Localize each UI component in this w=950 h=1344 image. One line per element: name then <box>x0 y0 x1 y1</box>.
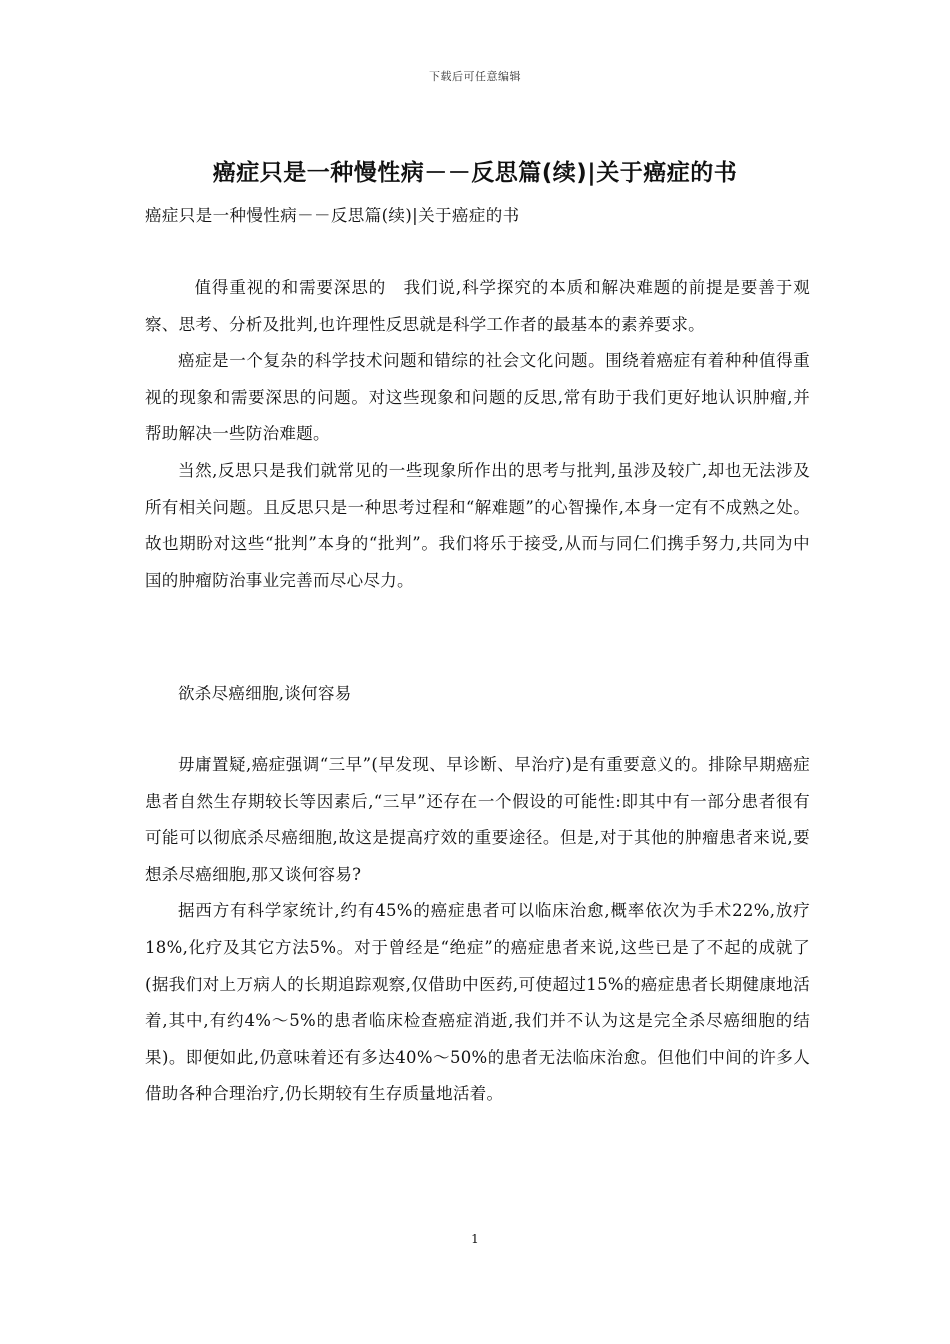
page-number: 1 <box>471 1232 479 1246</box>
page-header: 下载后可任意编辑 <box>429 70 521 83</box>
paragraph-reflection: 当然,反思只是我们就常见的一些现象所作出的思考与批判,虽涉及较广,却也无法涉及所有相关问题。且反思只是一种思考过程和“解难题”的心智操作,本身一定有不成熟之处。故也期盼对这些“批判”本身的“批判”。我们将乐于接受,从而与同仁们携手努力,共同为中国的肿瘤防治事业完善而尽心尽力。 <box>145 460 810 590</box>
document-title: 癌症只是一种慢性病－－反思篇(续)|关于癌症的书 <box>212 160 738 186</box>
paragraph-statistics: 据西方有科学家统计,约有45%的癌症患者可以临床治愈,概率依次为手术22%,放疗18%,化疗及其它方法5%。对于曾经是“绝症”的癌症患者来说,这些已是了不起的成就了(据我们对上万病人的长期追踪观察,仅借助中医药,可使超过15%的癌症患者长期健康地活着,其中,有约4%～5%的患者临床检查癌症消逝,我们并不认为这是完全杀尽癌细胞的结果)。即便如此,仍意味着还有多达40%～50%的患者无法临床治愈。但他们中间的许多人借助各种合理治疗,仍长期较有生存质量地活着。 <box>145 901 810 1104</box>
paragraph-cancer-complexity: 癌症是一个复杂的科学技术问题和错综的社会文化问题。围绕着癌症有着种种值得重视的现象和需要深思的问题。对这些现象和问题的反思,常有助于我们更好地认识肿瘤,并帮助解决一些防治难题。 <box>145 351 810 444</box>
document-subtitle: 癌症只是一种慢性病－－反思篇(续)|关于癌症的书 <box>145 206 520 225</box>
paragraph-three-early: 毋庸置疑,癌症强调“三早”(早发现、早诊断、早治疗)是有重要意义的。排除早期癌症患者自然生存期较长等因素后,“三早”还存在一个假设的可能性:即其中有一部分患者很有可能可以彻底杀尽癌细胞,故这是提高疗效的重要途径。但是,对于其他的肿瘤患者来说,要想杀尽癌细胞,那又谈何容易? <box>145 754 810 884</box>
section-heading: 欲杀尽癌细胞,谈何容易 <box>178 684 352 704</box>
paragraph-intro: 值得重视的和需要深思的 我们说,科学探究的本质和解决难题的前提是要善于观察、思考、分析及批判,也许理性反思就是科学工作者的最基本的素养要求。 <box>145 278 810 334</box>
document-body <box>145 270 810 1113</box>
